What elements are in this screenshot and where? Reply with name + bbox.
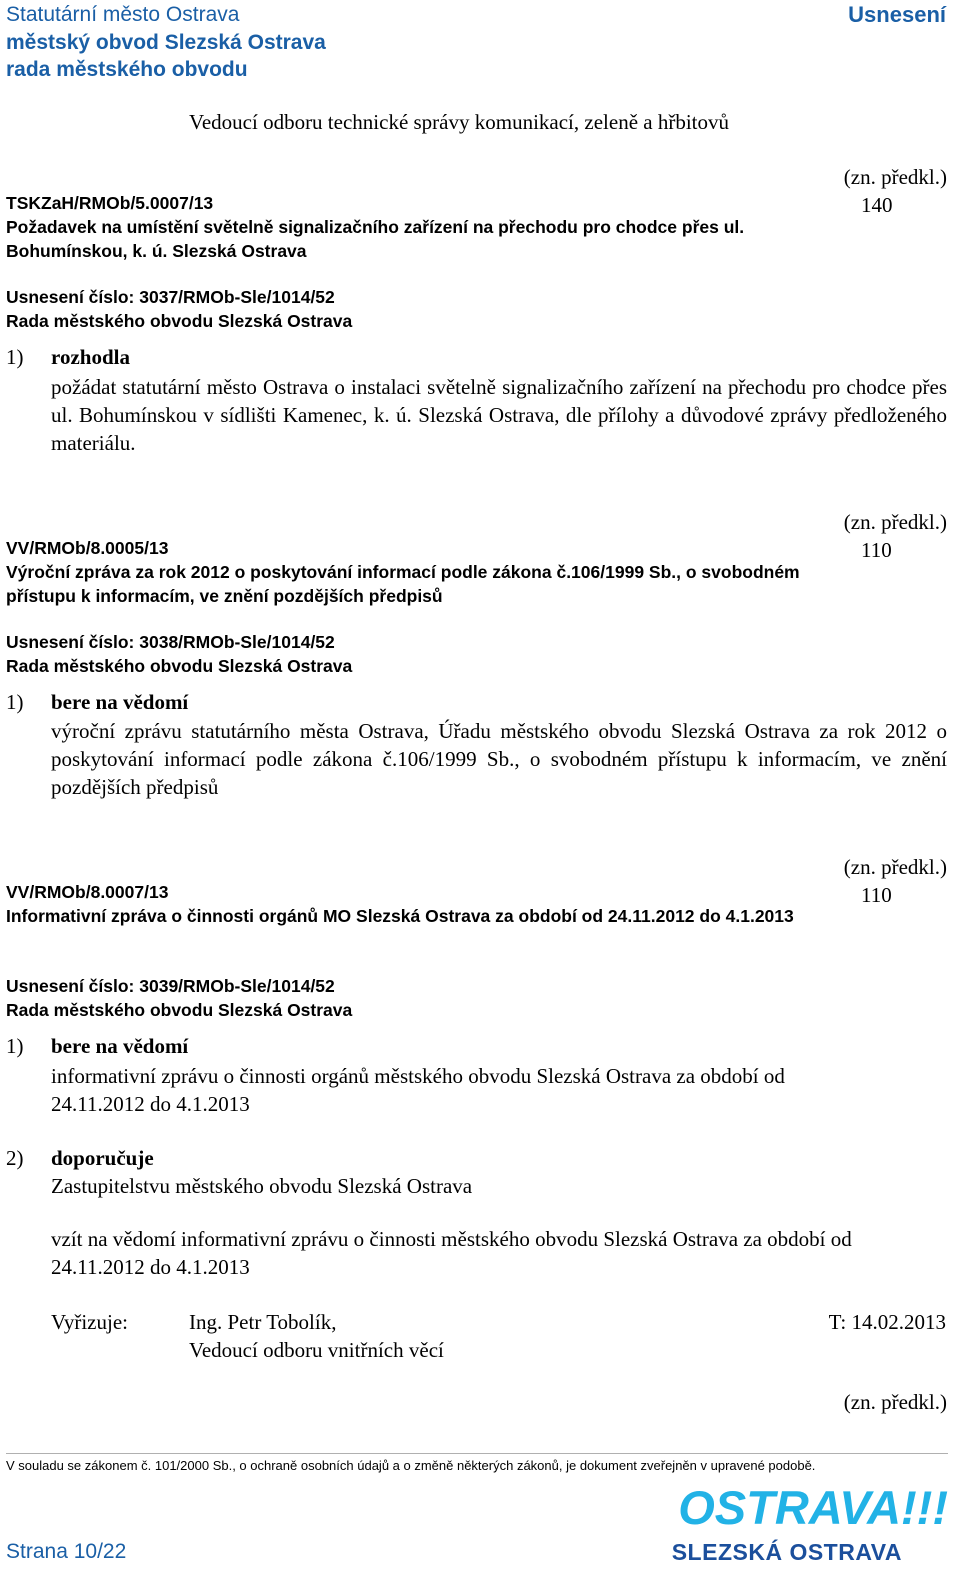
bottom-submitter-mark: (zn. předkl.) bbox=[843, 1390, 947, 1414]
item-code: VV/RMOb/8.0005/13 bbox=[6, 538, 169, 558]
item-title: Informativní zpráva o činnosti orgánů MO Slezská Ostrava za období od 24.11.2012 do 4.1.2013 bbox=[6, 906, 794, 926]
privacy-note: V souladu se zákonem č. 101/2000 Sb., o ochraně osobních údajů a o změně některých zákonů, je dokument zveřejněn v upravené podobě. bbox=[6, 1458, 816, 1473]
point-number: 1) bbox=[6, 345, 24, 369]
handler-name: Ing. Petr Tobolík, bbox=[189, 1310, 337, 1334]
resolution-number: Usnesení číslo: 3038/RMOb-Sle/1014/52 bbox=[6, 632, 335, 652]
item-submitter-mark: (zn. předkl.) bbox=[843, 510, 947, 534]
slezska-ostrava-logo-text: SLEZSKÁ OSTRAVA bbox=[671, 1539, 902, 1565]
point-text-continued: vzít na vědomí informativní zprávu o činnosti městského obvodu Slezská Ostrava za období od 24.11.2012 do 4.1.2013 bbox=[51, 1227, 852, 1279]
point-text: Zastupitelstvu městského obvodu Slezská Ostrava bbox=[51, 1174, 473, 1198]
point-text: informativní zprávu o činnosti orgánů městského obvodu Slezská Ostrava za období od 24.11.2012 do 4.1.2013 bbox=[51, 1064, 785, 1116]
item-number: 110 bbox=[861, 538, 892, 562]
resolution-number: Usnesení číslo: 3039/RMOb-Sle/1014/52 bbox=[6, 976, 335, 996]
item-number: 110 bbox=[861, 883, 892, 907]
ostrava-logo: OSTRAVA!!! bbox=[678, 1481, 948, 1534]
item-code: VV/RMOb/8.0007/13 bbox=[6, 882, 169, 902]
point-verb: doporučuje bbox=[51, 1146, 154, 1170]
footer-divider bbox=[6, 1453, 948, 1454]
item-title: Výroční zpráva za rok 2012 o poskytování informací podle zákona č.106/1999 Sb., o svobodném přístupu k informacím, ve znění pozdějších předpisů bbox=[6, 562, 800, 606]
document-type: Usnesení bbox=[848, 2, 946, 27]
handler-label: Vyřizuje: bbox=[51, 1310, 128, 1334]
item-code: TSKZaH/RMOb/5.0007/13 bbox=[6, 193, 214, 213]
item-title: Požadavek na umístění světelně signalizačního zařízení na přechodu pro chodce přes ul. Bohumínskou, k. ú. Slezská Ostrava bbox=[6, 217, 745, 261]
council-name: rada městského obvodu bbox=[6, 58, 248, 81]
point-text: požádat statutární město Ostrava o instalaci světelně signalizačního zařízení na přechodu pro chodce přes ul. Bohumínskou v sídlišti Kamenec, k. ú. Slezská Ostrava, dle přílohy a důvodové zprávy předloženého materiálu. bbox=[51, 375, 947, 455]
resolution-body: Rada městského obvodu Slezská Ostrava bbox=[6, 1000, 353, 1020]
deadline: T: 14.02.2013 bbox=[828, 1310, 946, 1334]
point-number: 1) bbox=[6, 690, 24, 714]
item-submitter-mark: (zn. předkl.) bbox=[843, 855, 947, 879]
item-number: 140 bbox=[861, 193, 893, 217]
city-name: Statutární město Ostrava bbox=[6, 3, 240, 26]
point-verb: bere na vědomí bbox=[51, 1034, 189, 1058]
resolution-body: Rada městského obvodu Slezská Ostrava bbox=[6, 311, 353, 331]
point-verb: bere na vědomí bbox=[51, 690, 189, 714]
page-number: Strana 10/22 bbox=[6, 1540, 127, 1563]
recipient-line: Vedoucí odboru technické správy komunikací, zeleně a hřbitovů bbox=[189, 110, 729, 134]
handler-role: Vedoucí odboru vnitřních věcí bbox=[189, 1338, 444, 1362]
point-verb: rozhodla bbox=[51, 345, 130, 369]
item-submitter-mark: (zn. předkl.) bbox=[843, 165, 947, 189]
point-number: 2) bbox=[6, 1146, 24, 1170]
district-name: městský obvod Slezská Ostrava bbox=[6, 31, 326, 54]
point-number: 1) bbox=[6, 1034, 24, 1058]
resolution-number: Usnesení číslo: 3037/RMOb-Sle/1014/52 bbox=[6, 287, 335, 307]
resolution-body: Rada městského obvodu Slezská Ostrava bbox=[6, 656, 353, 676]
point-text: výroční zprávu statutárního města Ostrava, Úřadu městského obvodu Slezská Ostrava za rok 2012 o poskytování informací podle zákona č.106/1999 Sb., o svobodném přístupu k informacím, ve znění pozdějších předpisů bbox=[51, 719, 947, 799]
